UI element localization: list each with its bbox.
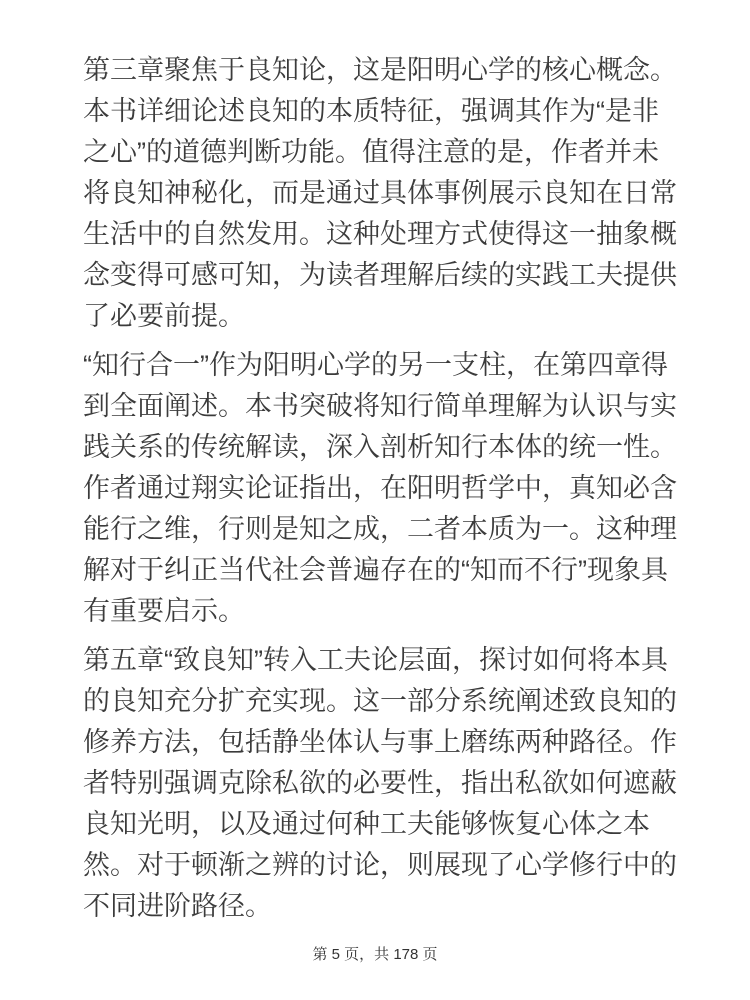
document-body [83, 50, 679, 927]
page-number-footer: 第 5 页，共 178 页 [312, 946, 438, 963]
paragraph-chapter-5: 第五章“致良知”转入工夫论层面，探讨如何将本具的良知充分扩充实现。这一部分系统阐述致良知的修养方法，包括静坐体认与事上磨练两种路径。作者特别强调克除私欲的必要性，指出私欲如何遮蔽良知光明，以及通过何种工夫能够恢复心体之本然。对于顿渐之辨的讨论，则展现了心学修行中的不同进阶路径。 [83, 645, 677, 921]
paragraph-chapter-4: “知行合一”作为阳明心学的另一支柱，在第四章得到全面阐述。本书突破将知行简单理解为认识与实践关系的传统解读，深入剖析知行本体的统一性。作者通过翔实论证指出，在阳明哲学中，真知必含能行之维，行则是知之成，二者本质为一。这种理解对于纠正当代社会普遍存在的“知而不行”现象具有重要启示。 [83, 350, 677, 626]
paragraph-chapter-3: 第三章聚焦于良知论，这是阳明心学的核心概念。本书详细论述良知的本质特征，强调其作为“是非之心”的道德判断功能。值得注意的是，作者并未将良知神秘化，而是通过具体事例展示良知在日常生活中的自然发用。这种处理方式使得这一抽象概念变得可感可知，为读者理解后续的实践工夫提供了必要前提。 [83, 55, 677, 331]
